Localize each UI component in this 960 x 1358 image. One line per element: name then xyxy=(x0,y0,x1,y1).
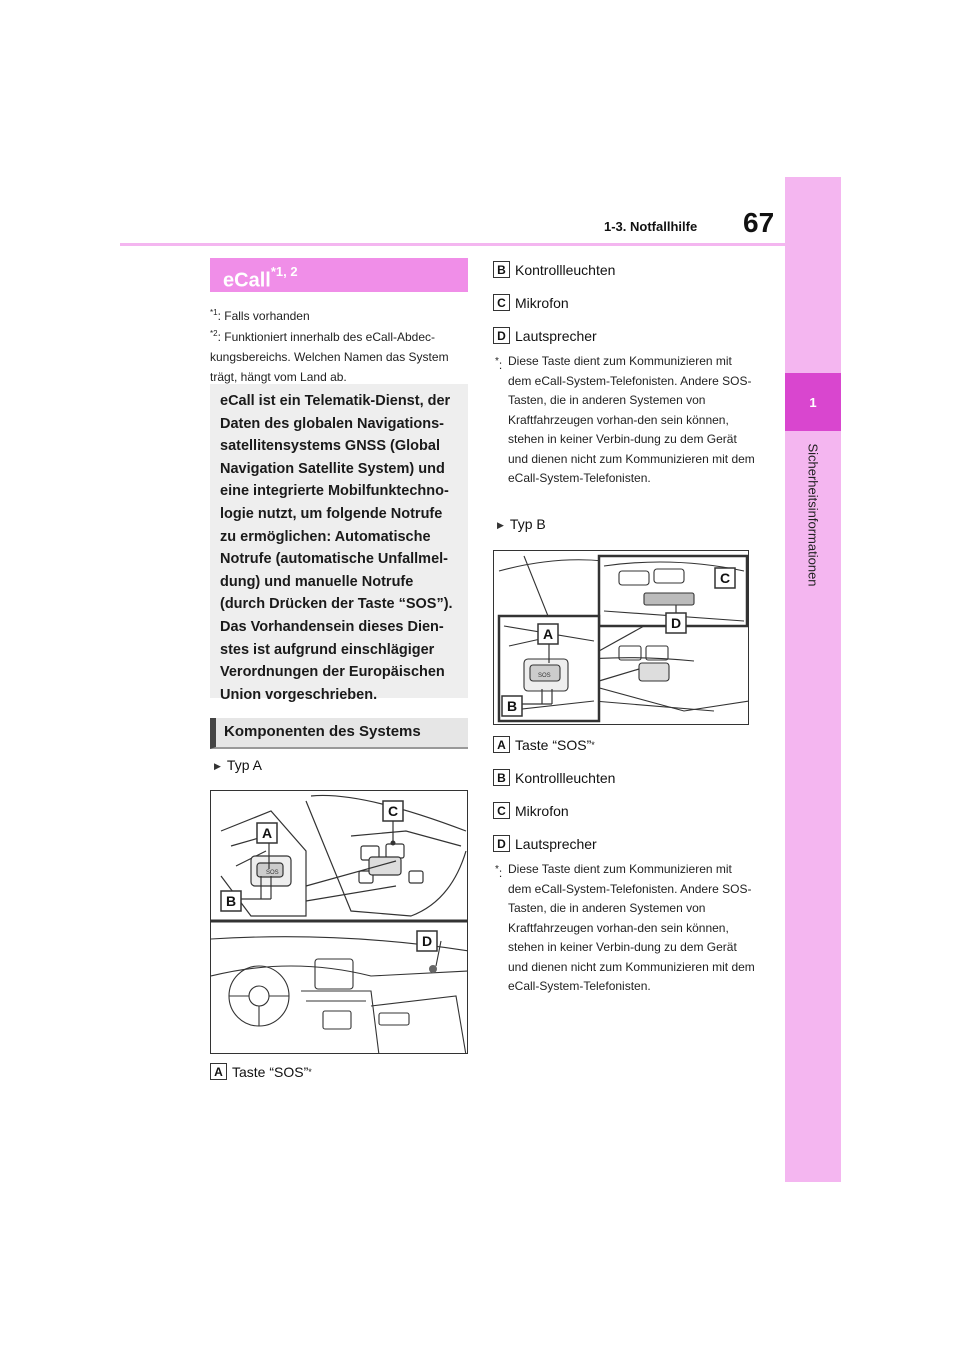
chapter-number-tab: 1 xyxy=(785,373,841,431)
page-number: 67 xyxy=(743,207,775,238)
figure-type-a xyxy=(210,790,468,1054)
footnote-2-mark: *2 xyxy=(210,329,218,338)
key-box-a: A xyxy=(210,1063,227,1080)
figure-sos-text: SOS xyxy=(266,870,279,876)
side-tab xyxy=(785,177,841,1182)
figure-a-label-c: C xyxy=(388,803,399,819)
type-a-item-a-mark: * xyxy=(308,1066,312,1077)
section-title-text: eCall xyxy=(223,269,271,292)
figure-a-label-d: D xyxy=(422,933,433,949)
type-b-item-b xyxy=(493,769,615,786)
type-a-label-text: Typ A xyxy=(226,757,262,773)
key-box-b: B xyxy=(493,769,510,786)
info-box: eCall ist ein Telematik-Dienst, der Daten des globalen Navigations-satellitensystems GNSS (Global Navigation Satellite System) und eine integrierte Mobilfunktechno-logie nutzt, um folgende Notrufe zu ermöglichen: Automatische Notrufe (automatische Unfallmel-dung) und manuelle Notrufe (durch Drücken der Taste “SOS”). Das Vorhandensein dieses Dien-stes ist aufgrund einschlägiger Verordnungen der Europäischen Union vorgeschrieben. xyxy=(210,384,468,698)
footnote-2-text: Funktioniert innerhalb des eCall-Abdec-kungsbereichs. Welchen Namen das System trägt, hängt vom Land ab. xyxy=(210,330,449,384)
figure-b-sos-text: SOS xyxy=(538,673,551,679)
section-header: 1-3. Notfallhilfe xyxy=(604,219,698,234)
triangle-right-icon: ▶ xyxy=(497,520,504,530)
type-b-item-a-text: Taste “SOS” xyxy=(515,736,592,753)
section-title xyxy=(210,258,468,292)
footnote-2-sep: : xyxy=(217,330,221,344)
footnote-1-mark: *1 xyxy=(210,308,218,317)
figure-type-b-illustration xyxy=(494,551,749,725)
type-b-item-a xyxy=(493,736,595,753)
key-box-c: C xyxy=(493,294,510,311)
type-b-label-text: Typ B xyxy=(509,516,546,532)
type-b-label xyxy=(497,516,546,532)
triangle-right-icon: ▶ xyxy=(214,761,221,771)
key-box-d: D xyxy=(493,327,510,344)
type-a-item-b xyxy=(493,261,615,278)
header-rule xyxy=(120,243,785,246)
type-a-item-d-text: Lautsprecher xyxy=(515,327,597,344)
type-a-item-b-text: Kontrollleuchten xyxy=(515,261,616,278)
type-b-note-text: Diese Taste dient zum Kommunizieren mit dem eCall-System-Telefonisten. Andere SOS-Tasten, die in anderen Systemen von Kraftfahrzeugen vorhan-den sein können, stehen in keiner Verbin-dung zu dem Gerät und dienen nicht zum Kommunizieren mit dem eCall-System-Telefonisten. xyxy=(508,862,755,993)
figure-b-label-b: B xyxy=(507,698,518,714)
components-heading: Komponenten des Systems xyxy=(210,718,468,749)
type-a-label xyxy=(214,757,262,773)
figure-b-label-c: C xyxy=(720,570,731,586)
key-box-b: B xyxy=(493,261,510,278)
type-a-note xyxy=(495,352,755,489)
type-a-item-a-text: Taste “SOS” xyxy=(232,1063,309,1080)
footnote-1 xyxy=(210,303,468,326)
figure-b-label-a: A xyxy=(543,626,554,642)
figure-type-b xyxy=(493,550,749,725)
type-a-note-mark: *: xyxy=(495,356,503,372)
type-b-note xyxy=(495,860,755,997)
section-title-superscript: *1, 2 xyxy=(270,264,298,279)
key-box-c: C xyxy=(493,802,510,819)
type-b-item-b-text: Kontrollleuchten xyxy=(515,769,616,786)
type-a-item-c xyxy=(493,294,569,311)
type-b-item-d xyxy=(493,835,597,852)
type-a-item-a xyxy=(210,1063,312,1080)
type-a-item-c-text: Mikrofon xyxy=(515,294,569,311)
figure-a-label-a: A xyxy=(262,825,273,841)
footnote-1-text: Falls vorhanden xyxy=(224,309,310,323)
type-a-item-d xyxy=(493,327,597,344)
footnote-2 xyxy=(210,324,468,387)
type-b-item-c-text: Mikrofon xyxy=(515,802,569,819)
figure-type-a-illustration xyxy=(211,791,468,1054)
key-box-d: D xyxy=(493,835,510,852)
type-b-item-c xyxy=(493,802,569,819)
figure-b-label-d: D xyxy=(671,615,682,631)
footnote-1-sep: : xyxy=(217,309,221,323)
type-b-note-mark: *: xyxy=(495,864,503,880)
type-b-item-a-mark: * xyxy=(591,739,595,750)
type-a-note-text: Diese Taste dient zum Kommunizieren mit dem eCall-System-Telefonisten. Andere SOS-Tasten, die in anderen Systemen von Kraftfahrzeugen vorhan-den sein können, stehen in keiner Verbin-dung zu dem Gerät und dienen nicht zum Kommunizieren mit dem eCall-System-Telefonisten. xyxy=(508,354,755,485)
figure-a-label-b: B xyxy=(226,893,237,909)
key-box-a: A xyxy=(493,736,510,753)
chapter-label: Sicherheitsinformationen xyxy=(805,443,821,587)
type-b-item-d-text: Lautsprecher xyxy=(515,835,597,852)
